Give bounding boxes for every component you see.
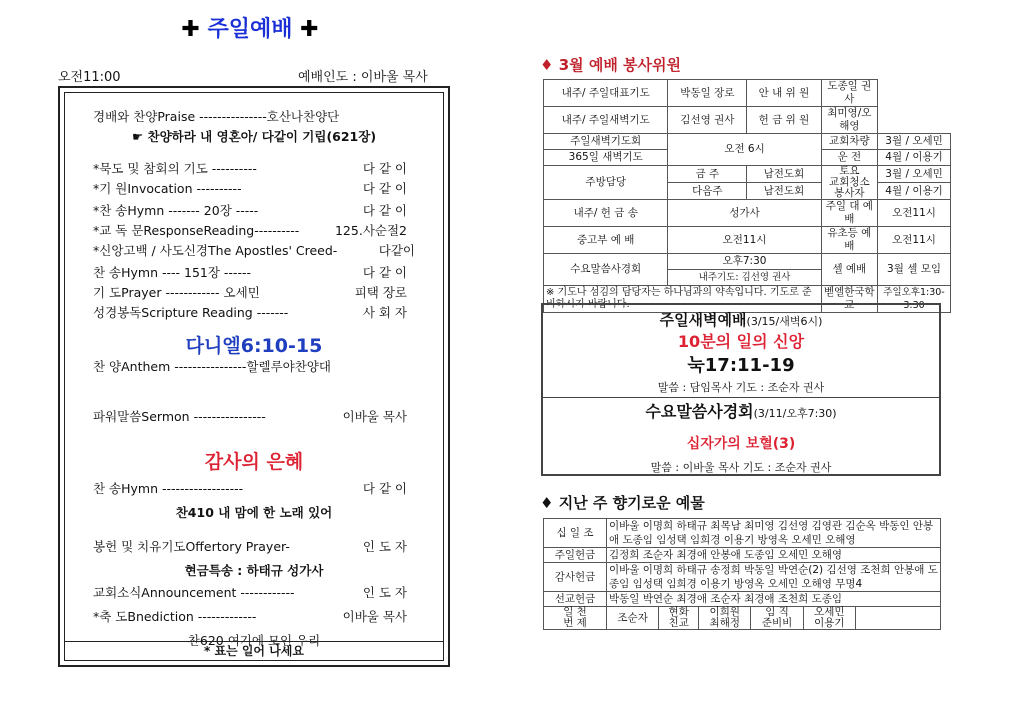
wednesday-service-date: (3/11/오후7:30): [753, 407, 837, 420]
order-of-worship-box: [58, 86, 450, 667]
table-row: ※ 기도나 섬김의 담당자는 하나님과의 약속입니다. 기도로 준비하시기 바랍니다. 벧엘한국학교 주일오후1:30-3:30: [544, 286, 951, 313]
worship-leader: 예배인도 : 이바울 목사: [298, 70, 428, 85]
stand-note: * 표는 일어 나세요: [65, 641, 443, 660]
table-row: 중고부 예 배 오전11시 유초등 예 배 오전11시: [544, 227, 951, 254]
service-title: 주일예배: [207, 17, 293, 42]
table-row: 내주/ 주일대표기도 박동일 장로 안 내 위 원 도종일 권사: [544, 80, 951, 107]
offerings-heading: ♦ 지난 주 향기로운 예물: [540, 494, 705, 512]
cross-icon: ✚: [300, 17, 319, 42]
cross-icon: ✚: [181, 17, 200, 42]
table-row: 내주/ 주일새벽기도 김선영 권사 헌 금 위 원 최미영/오해영: [544, 107, 951, 134]
table-row: 내주기도: 김선영 권사: [544, 270, 951, 286]
special-services-box: [541, 303, 941, 476]
table-row: 365일 새벽기도 운 전 4월 / 이용기: [544, 150, 951, 166]
dawn-service-title: 주일새벽예배: [659, 311, 747, 329]
dawn-service-section: [543, 305, 939, 398]
diamond-icon: ♦: [540, 494, 554, 512]
diamond-icon: ♦: [540, 56, 554, 74]
table-row: 선교헌금 박동일 박연순 최경애 조순자 최경애 조천희 도종임: [544, 592, 941, 607]
table-row: 주방담당 금 주 남전도회 토요 교회청소 봉사자 3월 / 오세민: [544, 166, 951, 183]
page-title: [160, 12, 340, 43]
dawn-speaker: 말씀 : 담임목사 기도 : 조순자 권사: [657, 381, 825, 394]
table-row: 내주/ 헌 금 송 성가사 주일 대 예배 오전11시: [544, 200, 951, 227]
table-row: 수요말씀사경회 오후7:30 셀 예배 3월 셀 모임: [544, 254, 951, 270]
dawn-theme: 10분의 일의 신앙: [677, 332, 805, 351]
wednesday-theme: 십자가의 보혈(3): [686, 436, 796, 452]
dawn-verse: 눅17:11-19: [687, 355, 795, 376]
wednesday-service-title: 수요말씀사경회: [645, 402, 754, 421]
order-inner-frame: 경배와 찬양Praise ---------------호산나찬양단 ☛ 찬양하라 내 영혼아/ 다같이 기립(621장) *묵도 및 참회의 기도 ---------- 다 같 이 *기 원Invocation ---------- 다 같 이 *찬 송Hymn ------- 20장 ----- 다 같 이 *교 독 문ResponseReading---------- 125.사순절2 *신앙고백 / 사도신경The Apostles' Creed- 다같이 찬 송Hymn ---- 151장 ------ 다 같 이 기 도Prayer ------------ 오세민 피택 장로 성경봉독Scripture Reading ------- 사 회 자 다니엘6:10-15 찬 양Anthem ----------------할렐루야찬양대 파워말씀Sermon ---------------- 이바울 목사 감사의 은혜 찬 송Hymn ------------------ 다 같 이 찬410 내 맘에 한 노래 있어 봉헌 및 치유기도Offertory Prayer- 인 도 자 현금특송 : 하태규 성가사 교회소식Announcement ------------ 인 도 자 *축 도Bnediction ------------- 이바울 목사 찬620 여기에 모인 우리 * 표는 일어 나세요: [64, 92, 444, 661]
wednesday-speaker: 말씀 : 이바울 목사 기도 : 조순자 권사: [650, 461, 832, 474]
table-row: 주일헌금 김정희 조순자 최경애 안봉애 도종임 오세민 오해영: [544, 548, 941, 563]
service-time: 오전11:00: [58, 70, 121, 85]
service-committee-table: [543, 79, 951, 313]
table-row: 다음주 남전도회 4월 / 이용기: [544, 183, 951, 200]
table-row: 십 일 조 이바울 이명희 하태규 최목남 최미영 김선영 김영관 김순옥 박동인 안봉애 도종임 임성택 임희경 이용기 방영옥 오세민 오해영: [544, 519, 941, 548]
wednesday-service-section: [543, 397, 939, 474]
table-row: 주일새벽기도회 오전 6시 교회차량 3월 / 오세민: [544, 134, 951, 150]
offerings-table: [543, 518, 941, 630]
service-committee-heading: ♦ 3월 예배 봉사위원: [540, 56, 681, 74]
table-row: 일 천 번 제 조순자 현화 친교 이희원 최해정 임 직 준비비 오세민 이용기: [544, 607, 941, 630]
table-row: 감사헌금 이바울 이명희 하태규 송정희 박동일 박연순(2) 김선영 조천희 안봉애 도종임 임성택 임희경 이용기 방영옥 오세민 오해영 무명4: [544, 563, 941, 592]
dawn-service-date: (3/15/새벽6시): [746, 315, 823, 328]
